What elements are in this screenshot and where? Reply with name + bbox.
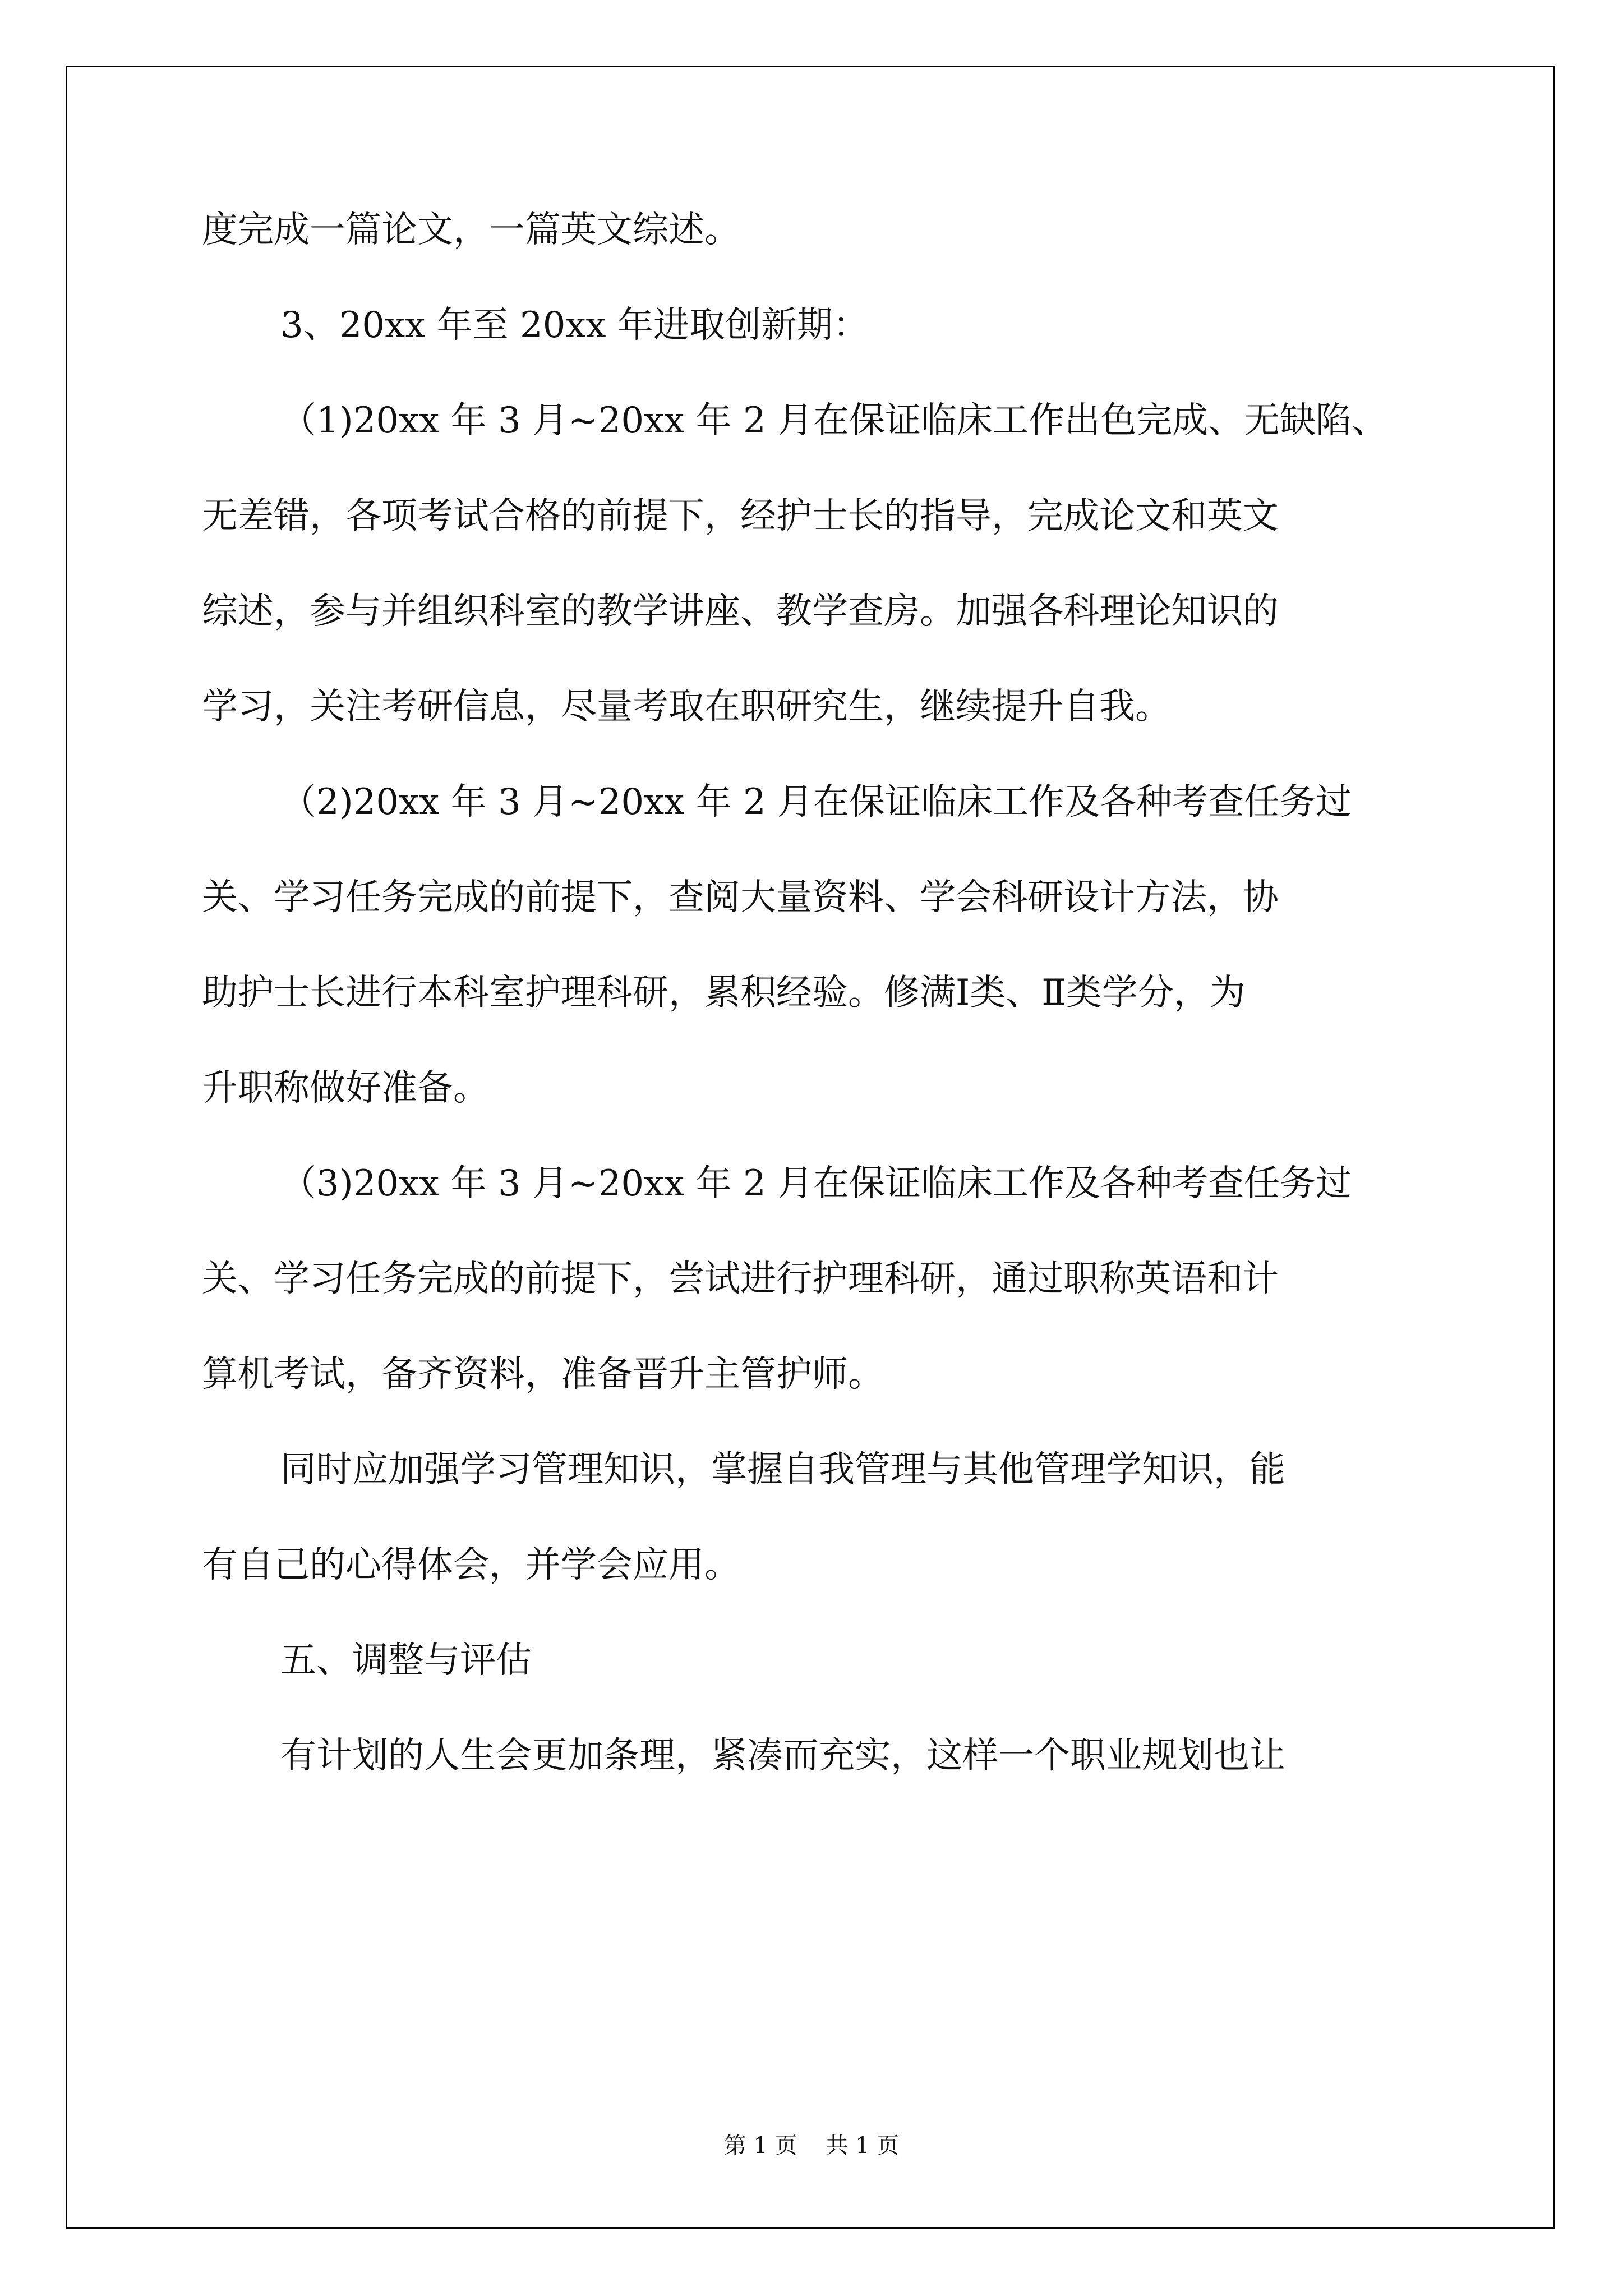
body-line: 有自己的心得体会，并学会应用。 bbox=[202, 1544, 740, 1586]
page-number-footer: 第 1 页 共 1 页 bbox=[723, 2133, 900, 2159]
body-line: 助护士长进行本科室护理科研，累积经验。修满Ⅰ类、Ⅱ类学分，为 bbox=[202, 972, 1246, 1014]
body-line: 升职称做好准备。 bbox=[202, 1068, 489, 1109]
body-line: 关、学习任务完成的前提下，查阅大量资料、学会科研设计方法，协 bbox=[202, 877, 1279, 918]
body-line: 有计划的人生会更加条理，紧凑而充实，这样一个职业规划也让 bbox=[280, 1735, 1285, 1777]
page-frame bbox=[66, 66, 1555, 2229]
section-heading: 3、20xx 年至 20xx 年进取创新期： bbox=[280, 305, 869, 346]
body-line: 同时应加强学习管理知识，掌握自我管理与其他管理学知识，能 bbox=[280, 1449, 1285, 1490]
body-line: （2)20xx 年 3 月~20xx 年 2 月在保证临床工作及各种考查任务过 bbox=[280, 781, 1352, 823]
body-line: 度完成一篇论文，一篇英文综述。 bbox=[202, 209, 740, 251]
body-line: 无差错，各项考试合格的前提下，经护士长的指导，完成论文和英文 bbox=[202, 495, 1279, 537]
section-heading: 五、调整与评估 bbox=[280, 1640, 532, 1681]
body-line: 算机考试，备齐资料，准备晋升主管护师。 bbox=[202, 1354, 884, 1395]
body-line: （1)20xx 年 3 月~20xx 年 2 月在保证临床工作出色完成、无缺陷、 bbox=[280, 400, 1388, 441]
body-line: 学习，关注考研信息，尽量考取在职研究生，继续提升自我。 bbox=[202, 686, 1171, 728]
body-line: （3)20xx 年 3 月~20xx 年 2 月在保证临床工作及各种考查任务过 bbox=[280, 1163, 1352, 1204]
body-line: 关、学习任务完成的前提下，尝试进行护理科研，通过职称英语和计 bbox=[202, 1258, 1279, 1300]
body-line: 综述，参与并组织科室的教学讲座、教学查房。加强各科理论知识的 bbox=[202, 591, 1279, 632]
